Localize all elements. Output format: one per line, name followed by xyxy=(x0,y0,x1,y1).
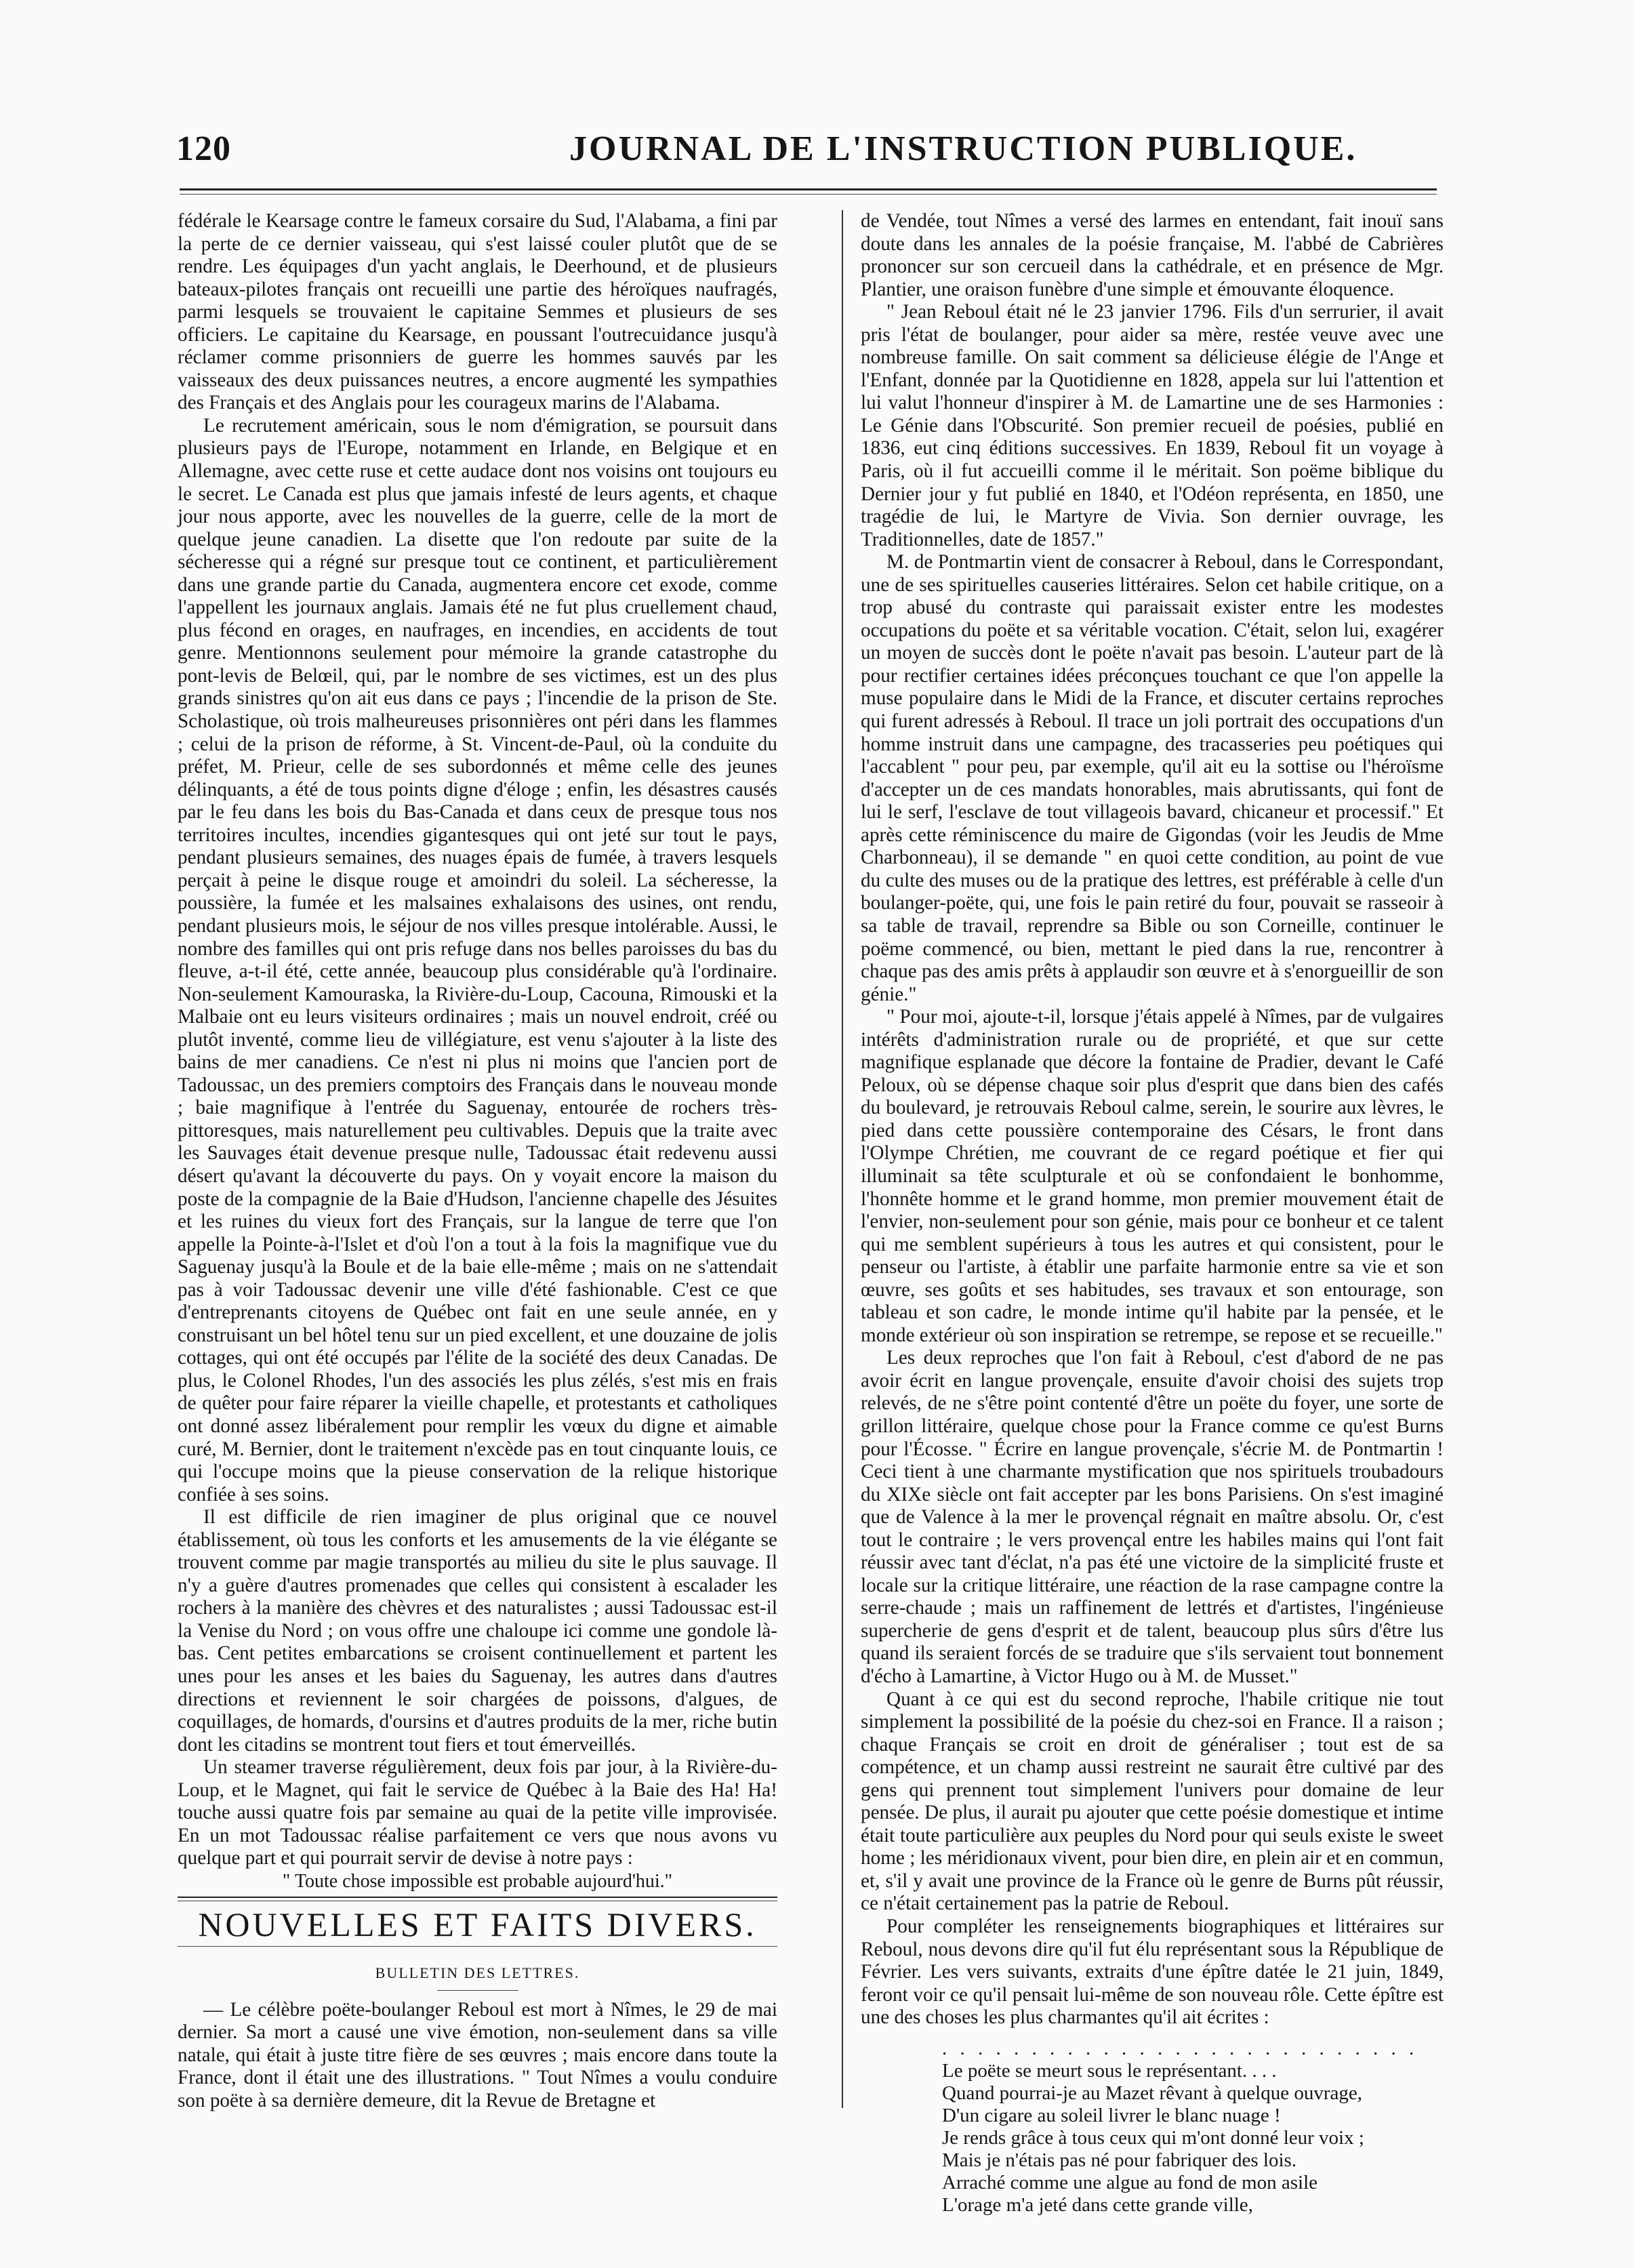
page-number: 120 xyxy=(176,129,231,168)
header-double-rule xyxy=(180,188,1437,195)
right-column xyxy=(861,210,1444,2216)
page-header xyxy=(176,129,1437,176)
poem-verse: L'orage m'a jeté dans cette grande ville, xyxy=(942,2193,1253,2216)
poem-verse: D'un cigare au soleil livrer le blanc nuage ! xyxy=(942,2104,1281,2126)
article-paragraph: Les deux reproches que l'on fait à Reboul, c'est d'abord de ne pas avoir écrit en langue provençale, ensuite d'avoir choisi des sujets trop relevés, de ne s'être point contenté d'être un poëte du foyer, une sorte de grillon littéraire, quelque chose pour la France comme ce qu'est Burns pour l'Écosse. " Écrire en langue provençale, s'écrie M. de Pontmartin ! Ceci tient à une charmante mystification que nos spirituels troubadours du XIXe siècle ont fait accepter par les bons Parisiens. On s'est imaginé que de Valence à la mer le provençal régnait en maître absolu. Or, c'est tout le contraire ; le vers provençal entre les habiles mains qui l'ont fait réussir avec tant d'éclat, n'a pas été une victoire de la simplicité fruste et locale sur la critique littéraire, une réaction de la rase campagne contre la serre-chaude ; mais un raffinement de lettrés et d'artistes, l'ingénieuse supercherie de gens d'esprit et de talent, beaucoup plus sûrs d'être lus quand ils seraient forcés de se traduire que s'ils servaient tout bonnement d'écho à Lamartine, à Victor Hugo ou à M. de Musset." xyxy=(861,1347,1444,1687)
article-paragraph: Un steamer traverse régulièrement, deux fois par jour, à la Rivière-du-Loup, et le Magnet, qui fait le service de Québec à la Baie des Ha! Ha! touche aussi quatre fois par semaine au quai de la petite ville improvisée. En un mot Tadoussac réalise parfaitement ce vers que nous avons vu quelque part et qui pourrait servir de devise à notre pays : xyxy=(178,1756,777,1869)
poem-verse: Je rends grâce à tous ceux qui m'ont donné leur voix ; xyxy=(942,2126,1364,2149)
poem-verse: Arraché comme une algue au fond de mon asile xyxy=(942,2171,1318,2193)
section-rule-bottom xyxy=(178,1946,777,1947)
poem-verse: Mais je n'étais pas né pour fabriquer des lois. xyxy=(942,2149,1297,2171)
poem-verse: Le poëte se meurt sous le représentant. . . . xyxy=(942,2059,1277,2082)
left-column xyxy=(178,210,777,2112)
poem-verse: Quand pourrai-je au Mazet rêvant à quelque ouvrage, xyxy=(942,2082,1363,2104)
article-paragraph: Le recrutement américain, sous le nom d'émigration, se poursuit dans plusieurs pays de l'Europe, notamment en Irlande, en Belgique et en Allemagne, avec cette ruse et cette audace dont nos voisins ont toujours eu le secret. Le Canada est plus que jamais infesté de leurs agents, et chaque jour nous apporte, avec les nouvelles de la guerre, celle de la mort de quelque jeune canadien. La disette que l'on redoute par suite de la sécheresse qui a régné sur presque tout ce continent, et particulièrement dans une grande partie du Canada, augmentera encore cet exode, comme l'appellent les journaux anglais. Jamais été ne fut plus cruellement chaud, plus fécond en orages, en naufrages, en incendies, en accidents de tout genre. Mentionnons seulement pour mémoire la grande catastrophe du pont-levis de Belœil, qui, par le nombre de ses victimes, est un des plus grands sinistres qu'on ait eus dans ce pays ; l'incendie de la prison de Ste. Scholastique, où trois malheureuses prisonnières ont péri dans les flammes ; celui de la prison de réforme, à St. Vincent-de-Paul, où la conduite du préfet, M. Prieur, celle de ses subordonnés et même celle des jeunes délinquants, a été de tous points digne d'éloge ; enfin, les désastres causés par le feu dans les bois du Bas-Canada et dans ceux de presque tous nos territoires incultes, incendies gigantesques qui ont jeté sur tout le pays, pendant plusieurs semaines, des nuages épais de fumée, à travers lesquels perçait à peine le disque rouge et amoindri du soleil. La sécheresse, la poussière, la fumée et les malsaines exhalaisons des usines, ont rendu, pendant plusieurs mois, le séjour de nos villes presque intolérable. Aussi, le nombre des familles qui ont pris refuge dans nos belles paroisses du bas du fleuve, a-t-il été, cette année, beaucoup plus considérable qu'à l'ordinaire. Non-seulement Kamouraska, la Rivière-du-Loup, Cacouna, Rimouski et la Malbaie ont eu leurs visiteurs ordinaires ; mais un nouvel endroit, créé ou plutôt inventé, comme lieu de villégiature, est venu s'ajouter à la liste des bains de mer canadiens. Ce n'est ni plus ni moins que l'ancien port de Tadoussac, un des premiers comptoirs des Français dans le nouveau monde ; baie magnifique à l'entrée du Saguenay, entourée de rochers très-pittoresques, mais naturellement peu cultivables. Depuis que la traite avec les Sauvages était devenue presque nulle, Tadoussac était redevenu aussi désert qu'avant la découverte du pays. On y voyait encore la maison du poste de la compagnie de la Baie d'Hudson, l'ancienne chapelle des Jésuites et les ruines du vieux fort des Français, sur la langue de terre que l'on appelle la Pointe-à-l'Islet et d'où l'on a tout à la fois la magnifique vue du Saguenay jusqu'à la Boule et de la baie elle-même ; mais on ne s'attendait pas à voir Tadoussac devenir une ville d'été fashionable. C'est ce que d'entreprenants citoyens de Québec ont fait en une seule année, en y construisant un bel hôtel tenu sur un pied excellent, et une douzaine de jolis cottages, qui ont été occupés par l'élite de la société des deux Canadas. De plus, le Colonel Rhodes, l'un des associés les plus zélés, s'est mis en frais de quêter pour faire réparer la vieille chapelle, et protestants et catholiques ont donné assez libéralement pour remplir les vœux du digne et aimable curé, M. Bernier, dont le traitement n'excède pas en tout cinquante louis, ce qui l'occupe moins que la pieuse conservation de la relique historique confiée à ses soins. xyxy=(178,414,777,1505)
section-rule-top xyxy=(178,1897,777,1901)
news-section xyxy=(178,1897,777,2112)
article-paragraph: Quant à ce qui est du second reproche, l'habile critique nie tout simplement la possibilité de la poésie du chez-soi en France. Il a raison ; chaque Français se croit en droit de généraliser ; tout est de sa compétence, et un champ aussi restreint ne saurait être cultivé par des gens qui prennent tout simplement l'univers pour domaine de leur pensée. De plus, il aurait pu ajouter que cette poésie domestique et intime était toute particulière aux peuples du Nord pour qui seuls existe le sweet home ; les méridionaux vivent, pour bien dire, en plein air et en commun, et, s'il y avait une province de la France où le genre de Burns pût réussir, ce n'était certainement pas la patrie de Reboul. xyxy=(861,1688,1444,1915)
column-divider xyxy=(842,210,843,2108)
article-paragraph: M. de Pontmartin vient de consacrer à Reboul, dans le Correspondant, une de ses spirituelles causeries littéraires. Selon cet habile critique, on a trop abusé du contraste qui paraissait exister entre les modestes occupations du poëte et sa véritable vocation. C'était, selon lui, exagérer un moyen de succès dont le poëte n'avait pas besoin. L'auteur part de là pour rectifier certaines idées préconçues touchant ce que l'on appelle la muse populaire dans le Midi de la France, et discuter certains reproches qui furent adressés à Reboul. Il trace un joli portrait des occupations d'un homme instruit dans une campagne, des tracasseries peu poétiques qui l'accablent " pour peu, par exemple, qu'il ait eu la sottise ou l'héroïsme d'accepter un de ces mandats honorables, mais abrutissants, qui font de lui le serf, l'esclave de tout villageois bavard, chicaneur et processif." Et après cette réminiscence du maire de Gigondas (voir les Jeudis de Mme Charbonneau), il se demande " en quoi cette condition, au point de vue du culte des muses ou de la pratique des lettres, est préférable à celle d'un boulanger-poëte, qui, une fois le pain retiré du four, pouvait se rasseoir à sa table de travail, reprendre sa Bible ou son Corneille, continuer le poëme commencé, ou bien, mettant le pied dans la rue, rencontrer à chaque pas des amis prêts à applaudir son œuvre et à s'enorgueillir de son génie." xyxy=(861,551,1444,1005)
motto-quote: " Toute chose impossible est probable aujourd'hui." xyxy=(282,1870,673,1892)
section-title: NOUVELLES ET FAITS DIVERS. xyxy=(198,1905,757,1944)
running-title: JOURNAL DE L'INSTRUCTION PUBLIQUE. xyxy=(569,129,1357,168)
bulletin-rule xyxy=(437,1990,518,1991)
bulletin-paragraph: — Le célèbre poëte-boulanger Reboul est mort à Nîmes, le 29 de mai dernier. Sa mort a causé une vive émotion, non-seulement dans sa ville natale, qui était à juste titre fière de ses œuvres ; mais encore dans toute la France, dont il était une des illustrations. " Tout Nîmes a voulu conduire son poëte à sa dernière demeure, dit la Revue de Bretagne et xyxy=(178,1998,777,2111)
article-paragraph: " Pour moi, ajoute-t-il, lorsque j'étais appelé à Nîmes, par de vulgaires intérêts d'administration rurale ou de propriété, et que sur cette magnifique esplanade que décore la fontaine de Pradier, devant le Café Peloux, où se dépense chaque soir plus d'esprit que dans bien des cafés du boulevard, je retrouvais Reboul calme, serein, le sourire aux lèvres, le pied dans cette poussière contemporaine des Césars, le front dans l'Olympe Chrétien, me couvrant de ce regard poétique et fier qui illuminait sa tête sculpturale et où se confondaient le bonhomme, l'honnête homme et le grand homme, mon premier mouvement était de l'envier, non-seulement pour son génie, mais pour ce bonheur et ce talent qui me semblent supérieurs à tous les autres et qui consistent, pour le penseur ou l'artiste, à établir une parfaite harmonie entre sa vie et son œuvre, ses goûts et ses habitudes, ses travaux et son entourage, son tableau et son cadre, le monde intime qu'il habite par la pensée, et le monde extérieur où son inspiration se retrempe, se repose et se recueille." xyxy=(861,1006,1444,1346)
article-paragraph: Pour compléter les renseignements biographiques et littéraires sur Reboul, nous devons dire qu'il fut élu représentant sous la République de Février. Les vers suivants, extraits d'une épître datée le 21 juin, 1849, feront voir ce qu'il pensait lui-même de son nouveau rôle. Cette épître est une des choses les plus charmantes qu'il ait écrites : xyxy=(861,1916,1444,2029)
article-paragraph: Il est difficile de rien imaginer de plus original que ce nouvel établissement, où tous les conforts et les amusements de la vie élégante se trouvent comme par magie transportés au milieu du site le plus sauvage. Il n'y a guère d'autres promenades que celles qui consistent à escalader les rochers à la manière des chèvres et des naturalistes ; aussi Tadoussac est-il la Venise du Nord ; on vous offre une chaloupe ici comme une gondole là-bas. Cent petites embarcations se croisent continuellement et partent les unes pour les anses et les baies du Saguenay, les autres dans d'autres directions et reviennent le soir chargées de poissons, d'algues, de coquillages, de homards, d'oursins et d'autres produits de la mer, riche butin dont les citadins se montrent tout fiers et tout émerveillés. xyxy=(178,1506,777,1756)
article-paragraph: de Vendée, tout Nîmes a versé des larmes en entendant, fait inouï sans doute dans les annales de la poésie française, M. l'abbé de Cabrières prononcer sur son cercueil dans la cathédrale, et en présence de Mgr. Plantier, une oraison funèbre d'une simple et émouvante éloquence. xyxy=(861,210,1444,300)
article-paragraph: " Jean Reboul était né le 23 janvier 1796. Fils d'un serrurier, il avait pris l'état de boulanger, pour aider sa mère, restée veuve avec une nombreuse famille. On sait comment sa délicieuse élégie de l'Ange et l'Enfant, donnée par la Quotidienne en 1828, appela sur lui l'attention et lui valut l'honneur d'inspirer à M. de Lamartine une de ses Harmonies : Le Génie dans l'Obscurité. Son premier recueil de poésies, publié en 1836, eut cinq éditions successives. En 1839, Reboul fit un voyage à Paris, où il fut accueilli comme il le méritait. Son poëme biblique du Dernier jour y fut publié en 1840, et l'Odéon représenta, en 1850, une tragédie de lui, le Martyre de Vivia. Son dernier ouvrage, les Traditionnelles, date de 1857." xyxy=(861,301,1444,550)
poem-ellipsis: . . . . . . . . . . . . . . . . . . . . . . . . . . . xyxy=(942,2037,1418,2059)
article-paragraph: fédérale le Kearsage contre le fameux corsaire du Sud, l'Alabama, a fini par la perte de ce dernier vaisseau, qui s'est laissé couler plutôt que de se rendre. Les équipages d'un yacht anglais, le Deerhound, et de plusieurs bateaux-pilotes français ont recueilli une partie des héroïques naufragés, parmi lesquels se trouvaient le capitaine Semmes et plusieurs de ses officiers. Le capitaine du Kearsage, en poussant l'outrecuidance jusqu'à réclamer comme prisonniers de guerre les hommes sauvés par les vaisseaux des deux puissances neutres, a encore augmenté les sympathies des Français et des Anglais pour les courageux marins de l'Alabama. xyxy=(178,210,777,414)
poem-excerpt xyxy=(942,2038,1444,2216)
bulletin-heading: BULLETIN DES LETTRES. xyxy=(375,1964,580,1982)
